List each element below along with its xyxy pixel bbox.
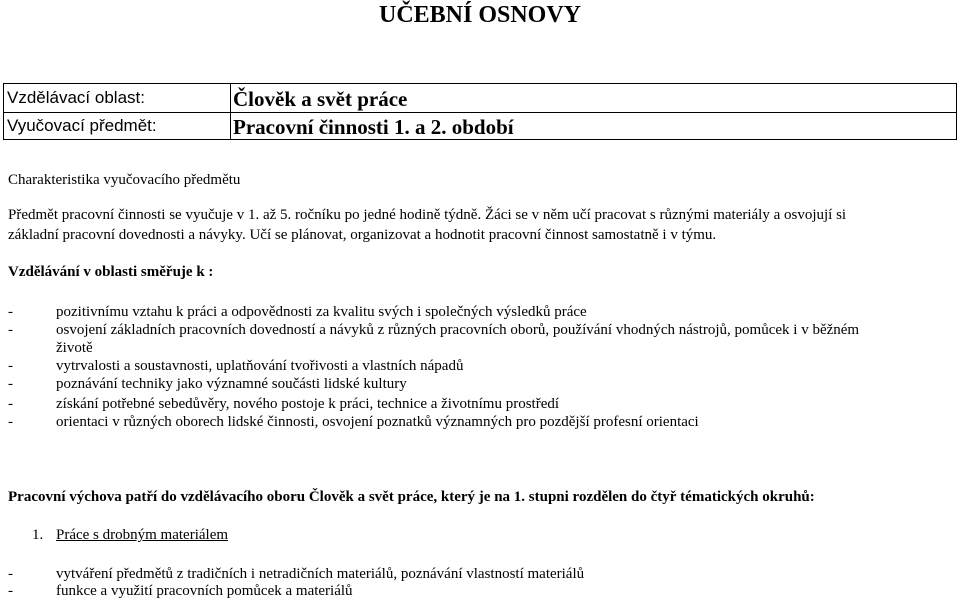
goal-item: orientaci v různých oborech lidské činnosti, osvojení poznatků významných pro pozdější profesní orientaci — [56, 414, 699, 430]
bullet: - — [8, 583, 13, 599]
goal-item: vytrvalosti a soustavnosti, uplatňování tvořivosti a vlastních nápadů — [56, 358, 464, 374]
area-value: Člověk a svět práce — [233, 87, 408, 111]
goals-heading: Vzdělávání v oblasti směřuje k : — [8, 264, 214, 280]
subject-value: Pracovní činnosti 1. a 2. období — [233, 115, 514, 139]
section-item: vytváření předmětů z tradičních i netradičních materiálů, poznávání vlastností materiálů — [56, 566, 585, 582]
bullet: - — [8, 376, 13, 392]
bullet: - — [8, 358, 13, 374]
characteristic-heading: Charakteristika vyučovacího předmětu — [8, 172, 241, 188]
bullet: - — [8, 566, 13, 582]
summary-paragraph: Pracovní výchova patří do vzdělávacího oboru Člověk a svět práce, který je na 1. stupni rozdělen do čtyř tématických okruhů: — [8, 489, 815, 505]
bullet: - — [8, 414, 13, 430]
intro-line: základní pracovní dovednosti a návyky. Učí se plánovat, organizovat a hodnotit pracovní činnost samostatně i v týmu. — [8, 227, 717, 243]
section-number: 1. — [32, 527, 44, 543]
section-item: funkce a využití pracovních pomůcek a materiálů — [56, 583, 353, 599]
table-divider-horizontal — [4, 112, 956, 113]
area-label: Vzdělávací oblast: — [7, 88, 145, 107]
subject-label: Vyučovací předmět: — [7, 116, 157, 135]
bullet: - — [8, 322, 13, 338]
bullet: - — [8, 304, 13, 320]
bullet: - — [8, 396, 13, 412]
section-title: Práce s drobným materiálem — [56, 527, 229, 543]
goal-item-continuation: životě — [56, 340, 93, 356]
goal-item: poznávání techniky jako významné součásti lidské kultury — [56, 376, 407, 392]
goal-item: osvojení základních pracovních dovedností a návyků z různých pracovních oborů, používání vhodných nástrojů, pomůcek i v běžném — [56, 322, 860, 338]
goal-item: získání potřebné sebedůvěry, nového postoje k práci, technice a životnímu prostředí — [56, 396, 560, 412]
goal-item: pozitivnímu vztahu k práci a odpovědnosti za kvalitu svých i společných výsledků práce — [56, 304, 587, 320]
page-title: UČEBNÍ OSNOVY — [378, 2, 582, 28]
intro-line: Předmět pracovní činnosti se vyučuje v 1. až 5. ročníku po jedné hodině týdně. Žáci se v něm učí pracovat s různými materiály a osvojují si — [8, 207, 847, 223]
